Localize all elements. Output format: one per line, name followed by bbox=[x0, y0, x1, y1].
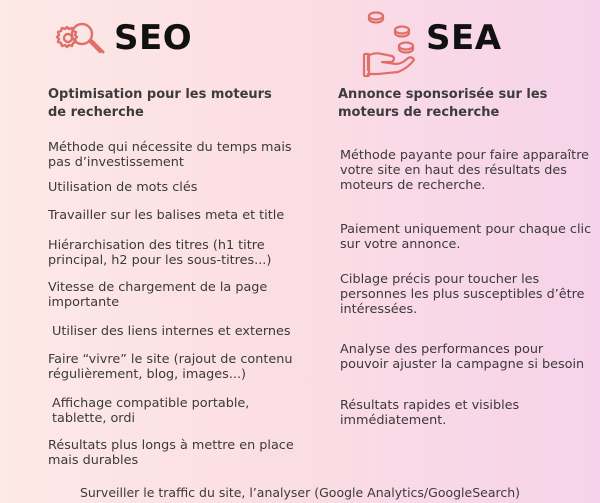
sea-item: Ciblage précis pour toucher les personnes les plus susceptibles d’être intéressées. bbox=[340, 272, 585, 317]
sea-subtitle: Annonce sponsorisée sur les moteurs de recherche bbox=[338, 87, 548, 120]
seo-item: Utiliser des liens internes et externes bbox=[52, 324, 291, 339]
seo-title: SEO bbox=[114, 18, 193, 58]
sea-title: SEA bbox=[426, 18, 502, 58]
seo-item: Faire “vivre” le site (rajout de contenu régulièrement, blog, images...) bbox=[48, 352, 293, 382]
seo-item: Affichage compatible portable, tablette, ordi bbox=[52, 396, 250, 426]
sea-item: Analyse des performances pour pouvoir ajuster la campagne si besoin bbox=[340, 342, 585, 372]
sea-item: Résultats rapides et visibles immédiatement. bbox=[340, 398, 520, 428]
seo-item: Hiérarchisation des titres (h1 titre principal, h2 pour les sous-titres...) bbox=[48, 238, 272, 268]
seo-item: Travailler sur les balises meta et title bbox=[48, 208, 285, 223]
footer-note: Surveiller le traffic du site, l’analyser (Google Analytics/GoogleSearch) bbox=[79, 485, 521, 500]
gear-magnifier-icon bbox=[48, 12, 108, 72]
seo-item: Résultats plus longs à mettre en place mais durables bbox=[48, 438, 294, 468]
seo-subtitle: Optimisation pour les moteurs de recherche bbox=[48, 87, 272, 120]
sea-item: Paiement uniquement pour chaque clic sur votre annonce. bbox=[340, 222, 592, 252]
hand-coins-icon bbox=[362, 8, 422, 80]
seo-item: Méthode qui nécessite du temps mais pas d’investissement bbox=[48, 140, 292, 170]
seo-item: Vitesse de chargement de la page importante bbox=[48, 280, 268, 310]
sea-item: Méthode payante pour faire apparaître votre site en haut des résultats des moteurs de recherche. bbox=[340, 148, 590, 193]
seo-item: Utilisation de mots clés bbox=[48, 180, 198, 195]
